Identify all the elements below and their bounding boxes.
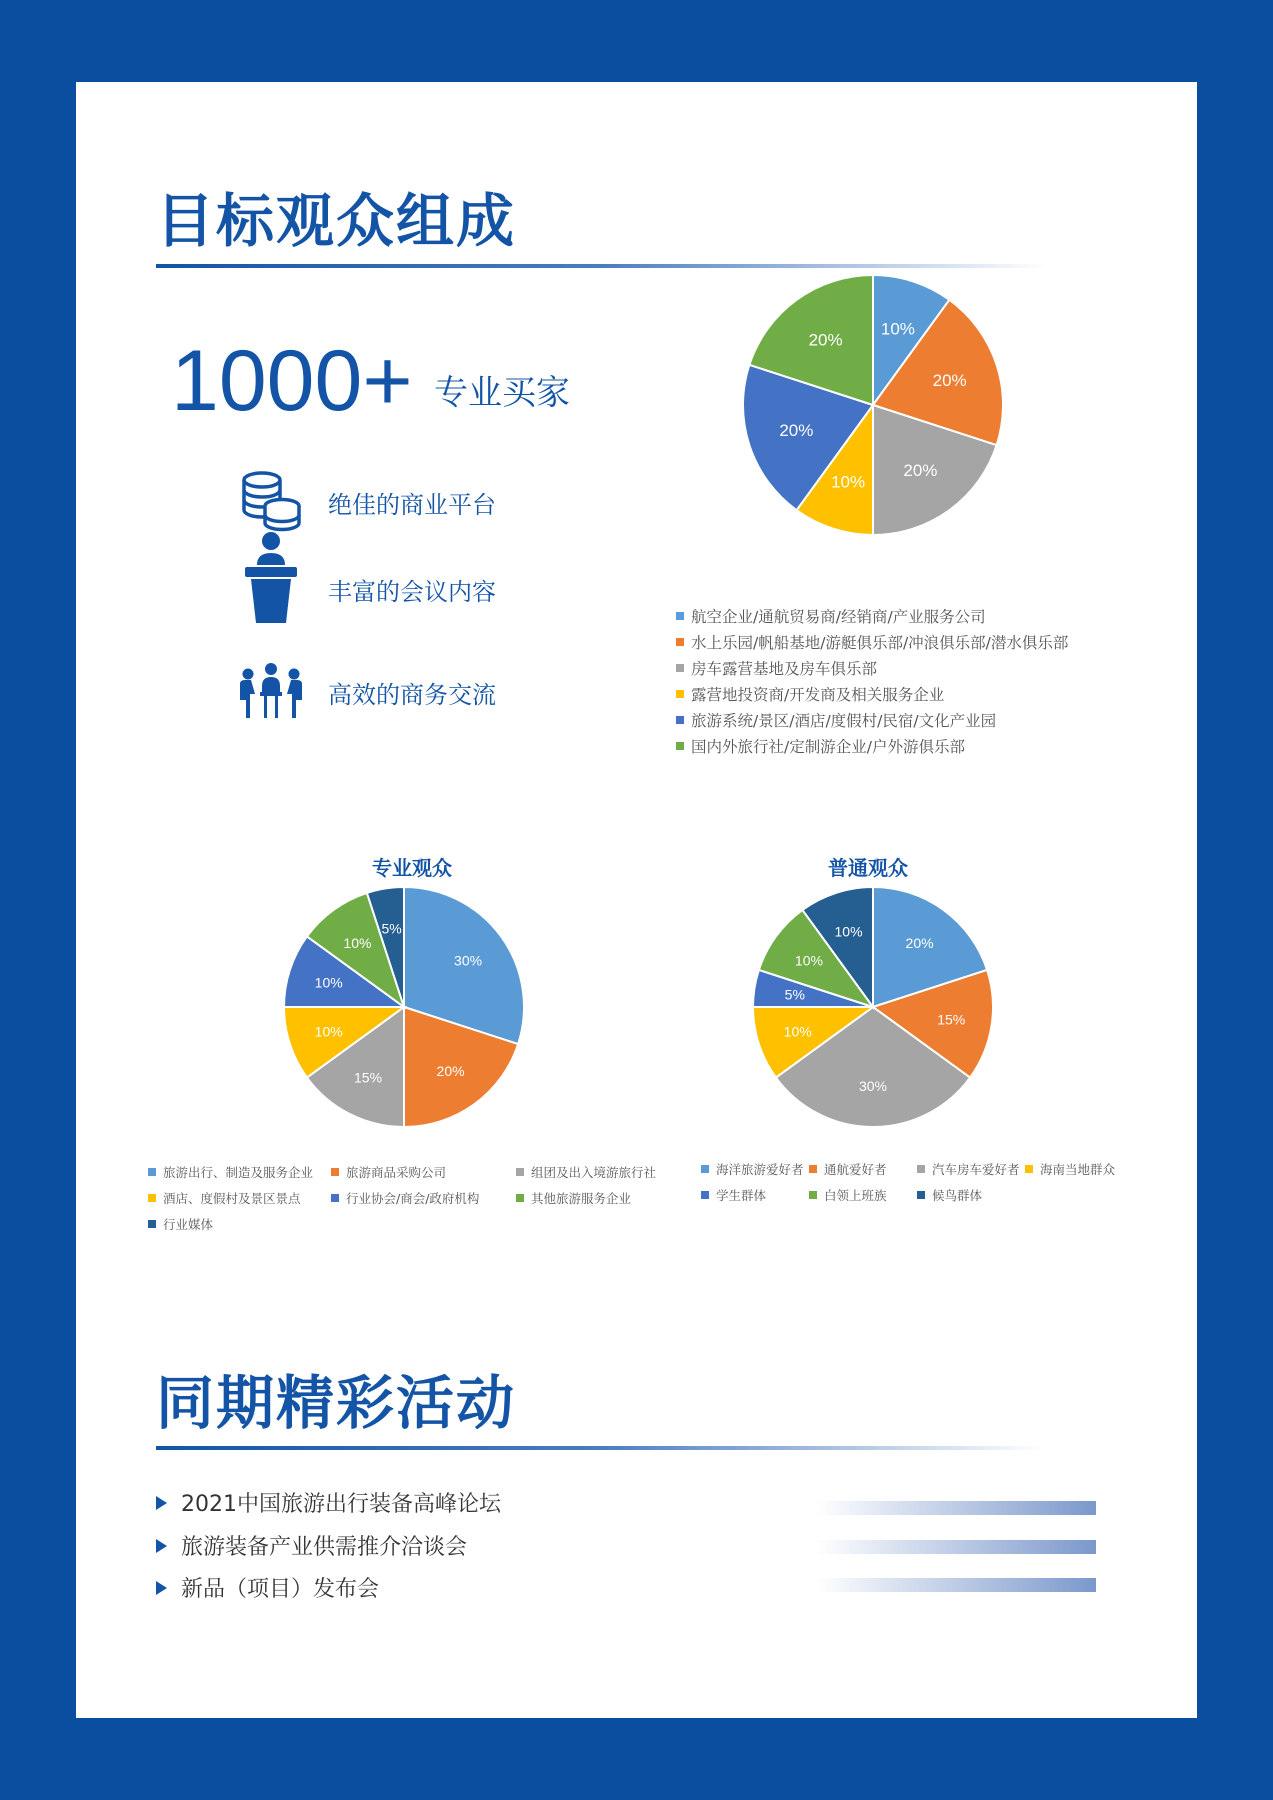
legend-label: 组团及出入境游旅行社 (531, 1165, 657, 1180)
buyer-count: 1000+ (171, 333, 413, 429)
legend-row (148, 1185, 666, 1211)
buyer-pie-chart (738, 270, 1008, 544)
feature-business-exchange (236, 657, 496, 727)
legend-swatch (148, 1220, 156, 1228)
legend-label: 国内外旅行社/定制游企业/户外游俱乐部 (691, 738, 965, 756)
legend-row (701, 1182, 1125, 1208)
legend-entry (917, 1160, 1025, 1178)
legend-entry (701, 1186, 809, 1204)
legend-label: 水上乐园/帆船基地/游艇俱乐部/冲浪俱乐部/潜水俱乐部 (691, 634, 1069, 652)
pie-data-label: 10% (314, 1023, 343, 1040)
legend-entry (676, 629, 1068, 655)
legend-swatch (676, 742, 684, 750)
activity-item (156, 1530, 467, 1561)
legend-row (148, 1159, 666, 1185)
legend-swatch (701, 1165, 709, 1173)
legend-entry (809, 1186, 917, 1204)
legend-swatch (676, 716, 684, 724)
pie-data-label: 10% (314, 974, 343, 991)
legend-swatch (917, 1191, 925, 1199)
legend-swatch (676, 612, 684, 620)
legend-label: 航空企业/通航贸易商/经销商/产业服务公司 (691, 608, 986, 626)
legend-label: 酒店、度假村及景区景点 (163, 1191, 301, 1206)
activity-item (156, 1487, 501, 1518)
title-underline (156, 264, 1046, 268)
pie-svg (279, 882, 529, 1132)
legend-row (701, 1156, 1125, 1182)
legend-entry (331, 1189, 516, 1207)
legend-entry (148, 1163, 331, 1181)
legend-swatch (148, 1194, 156, 1202)
general-audience-legend (701, 1156, 1125, 1208)
pie-data-label: 10% (880, 319, 915, 339)
pro-audience-pie-chart (279, 882, 529, 1136)
decorative-gradient-bar (816, 1578, 1096, 1592)
legend-label: 其他旅游服务企业 (531, 1191, 632, 1206)
pie-data-label: 20% (779, 420, 814, 440)
pie-data-label: 30% (858, 1078, 888, 1095)
pie-data-label: 10% (343, 934, 372, 951)
activity-item (156, 1572, 379, 1603)
legend-row (148, 1211, 666, 1237)
buyer-pie-legend (676, 603, 1068, 759)
legend-label: 行业媒体 (163, 1217, 214, 1232)
legend-label: 白领上班族 (824, 1188, 887, 1203)
decorative-gradient-bar (816, 1501, 1096, 1515)
legend-label: 海南当地群众 (1040, 1162, 1116, 1177)
legend-entry (809, 1160, 917, 1178)
legend-entry (331, 1163, 516, 1181)
legend-swatch (809, 1165, 817, 1173)
legend-label: 露营地投资商/开发商及相关服务企业 (691, 686, 945, 704)
legend-entry (148, 1215, 331, 1233)
general-audience-pie-chart (748, 882, 998, 1136)
pro-audience-chart-title: 专业观众 (372, 856, 452, 880)
title-underline (156, 1446, 1046, 1450)
pie-data-label: 10% (794, 952, 823, 969)
legend-entry (516, 1189, 666, 1207)
legend-label: 通航爱好者 (824, 1162, 887, 1177)
legend-entry (676, 603, 1068, 629)
legend-entry (917, 1186, 1025, 1204)
legend-entry (1025, 1160, 1125, 1178)
pie-data-label: 10% (783, 1023, 812, 1040)
coins-stack-icon (236, 467, 306, 537)
decorative-gradient-bar (816, 1540, 1096, 1554)
legend-label: 海洋旅游爱好者 (716, 1162, 804, 1177)
legend-label: 学生群体 (716, 1188, 767, 1203)
feature-label: 高效的商务交流 (328, 680, 496, 709)
section-title-activities: 同期精彩活动 (156, 1369, 517, 1437)
legend-swatch (809, 1191, 817, 1199)
pie-data-label: 20% (932, 371, 967, 391)
general-audience-chart-title: 普通观众 (828, 856, 908, 880)
page-panel (76, 82, 1197, 1718)
legend-label: 旅游系统/景区/酒店/度假村/民宿/文化产业园 (691, 712, 997, 730)
legend-label: 汽车房车爱好者 (932, 1162, 1020, 1177)
legend-swatch (676, 664, 684, 672)
legend-entry (676, 681, 1068, 707)
legend-swatch (1025, 1165, 1033, 1173)
pie-data-label: 20% (903, 461, 938, 481)
pie-data-label: 5% (784, 986, 805, 1003)
buyer-count-label: 专业买家 (434, 373, 570, 413)
feature-conference-content (236, 554, 496, 624)
legend-swatch (676, 638, 684, 646)
legend-entry (676, 655, 1068, 681)
triangle-bullet-icon (156, 1539, 167, 1553)
legend-label: 旅游出行、制造及服务企业 (163, 1165, 314, 1180)
feature-label: 丰富的会议内容 (328, 577, 496, 606)
pie-data-label: 20% (808, 330, 843, 350)
pie-data-label: 15% (937, 1011, 966, 1028)
triangle-bullet-icon (156, 1496, 167, 1510)
pie-data-label: 30% (454, 952, 483, 969)
section-title-audience: 目标观众组成 (156, 187, 517, 255)
pie-data-label: 20% (436, 1062, 465, 1079)
legend-swatch (331, 1194, 339, 1202)
legend-swatch (701, 1191, 709, 1199)
legend-label: 行业协会/商会/政府机构 (346, 1191, 480, 1206)
legend-swatch (516, 1194, 524, 1202)
activity-label: 2021中国旅游出行装备高峰论坛 (181, 1492, 501, 1517)
legend-entry (148, 1189, 331, 1207)
legend-swatch (148, 1168, 156, 1176)
pie-data-label: 20% (905, 934, 934, 951)
legend-entry (516, 1163, 666, 1181)
triangle-bullet-icon (156, 1581, 167, 1595)
meeting-group-icon (236, 657, 306, 727)
pie-data-label: 10% (834, 923, 863, 940)
activity-label: 旅游装备产业供需推介洽谈会 (181, 1535, 468, 1560)
pro-audience-legend (148, 1159, 666, 1237)
pie-data-label: 10% (831, 472, 866, 492)
pie-svg (738, 270, 1008, 540)
legend-entry (676, 707, 1068, 733)
legend-swatch (676, 690, 684, 698)
feature-business-platform (236, 467, 496, 537)
podium-speaker-icon (236, 554, 306, 624)
pie-svg (748, 882, 998, 1132)
legend-swatch (516, 1168, 524, 1176)
legend-swatch (331, 1168, 339, 1176)
legend-label: 房车露营基地及房车俱乐部 (691, 660, 878, 678)
feature-label: 绝佳的商业平台 (328, 490, 496, 519)
legend-entry (701, 1160, 809, 1178)
legend-swatch (917, 1165, 925, 1173)
legend-entry (676, 733, 1068, 759)
pie-data-label: 15% (354, 1069, 383, 1086)
activity-label: 新品（项目）发布会 (181, 1577, 380, 1602)
pie-data-label: 5% (381, 920, 402, 937)
legend-label: 旅游商品采购公司 (346, 1165, 447, 1180)
legend-label: 候鸟群体 (932, 1188, 983, 1203)
